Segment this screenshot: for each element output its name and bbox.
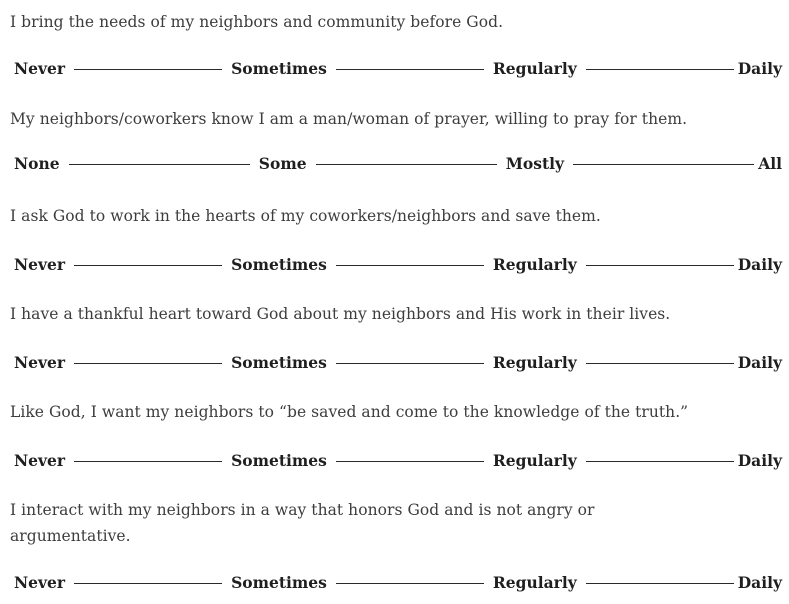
scale-2-option-1[interactable]: None bbox=[14, 153, 60, 173]
scale-2-divider-1 bbox=[69, 164, 250, 165]
scale-2-divider-3 bbox=[573, 164, 754, 165]
scale-6 bbox=[14, 570, 782, 594]
scale-3-option-1[interactable]: Never bbox=[14, 254, 66, 274]
scale-4-option-3[interactable]: Regularly bbox=[492, 352, 577, 372]
statement-3: I ask God to work in the hearts of my coworkers/neighbors and save them. bbox=[10, 207, 601, 225]
scale-3 bbox=[14, 252, 782, 276]
scale-2-option-3[interactable]: Mostly bbox=[505, 153, 565, 173]
scale-1-divider-2 bbox=[336, 69, 484, 70]
scale-4-divider-2 bbox=[336, 363, 484, 364]
statement-2: My neighbors/coworkers know I am a man/woman of prayer, willing to pray for them. bbox=[10, 110, 688, 128]
scale-5-option-4[interactable]: Daily bbox=[737, 450, 782, 470]
scale-1 bbox=[14, 56, 782, 80]
scale-4-option-2[interactable]: Sometimes bbox=[231, 352, 327, 372]
scale-1-divider-3 bbox=[586, 69, 734, 70]
scale-3-divider-1 bbox=[74, 265, 222, 266]
scale-4-divider-1 bbox=[74, 363, 222, 364]
scale-5-option-3[interactable]: Regularly bbox=[492, 450, 577, 470]
scale-1-option-4[interactable]: Daily bbox=[737, 58, 782, 78]
scale-3-option-3[interactable]: Regularly bbox=[492, 254, 577, 274]
scale-6-option-4[interactable]: Daily bbox=[737, 572, 782, 592]
statement-4: I have a thankful heart toward God about my neighbors and His work in their lives. bbox=[10, 305, 671, 323]
scale-2-option-4[interactable]: All bbox=[758, 153, 782, 173]
scale-6-option-3[interactable]: Regularly bbox=[492, 572, 577, 592]
scale-5-option-2[interactable]: Sometimes bbox=[231, 450, 327, 470]
scale-2 bbox=[14, 151, 782, 175]
scale-6-divider-2 bbox=[336, 583, 484, 584]
scale-2-divider-2 bbox=[316, 164, 497, 165]
scale-6-option-2[interactable]: Sometimes bbox=[231, 572, 327, 592]
scale-3-divider-2 bbox=[336, 265, 484, 266]
scale-4 bbox=[14, 350, 782, 374]
scale-3-option-4[interactable]: Daily bbox=[737, 254, 782, 274]
scale-4-option-4[interactable]: Daily bbox=[737, 352, 782, 372]
scale-1-option-2[interactable]: Sometimes bbox=[231, 58, 327, 78]
scale-6-divider-1 bbox=[74, 583, 222, 584]
statement-5: Like God, I want my neighbors to “be saved and come to the knowledge of the truth.” bbox=[10, 403, 689, 421]
scale-5-option-1[interactable]: Never bbox=[14, 450, 66, 470]
scale-5-divider-1 bbox=[74, 461, 222, 462]
scale-6-divider-3 bbox=[586, 583, 734, 584]
scale-4-divider-3 bbox=[586, 363, 734, 364]
scale-1-option-1[interactable]: Never bbox=[14, 58, 66, 78]
scale-5-divider-2 bbox=[336, 461, 484, 462]
scale-5 bbox=[14, 448, 782, 472]
scale-1-option-3[interactable]: Regularly bbox=[492, 58, 577, 78]
scale-1-divider-1 bbox=[74, 69, 222, 70]
scale-5-divider-3 bbox=[586, 461, 734, 462]
scale-2-option-2[interactable]: Some bbox=[258, 153, 307, 173]
scale-6-option-1[interactable]: Never bbox=[14, 572, 66, 592]
scale-3-option-2[interactable]: Sometimes bbox=[231, 254, 327, 274]
statement-6: I interact with my neighbors in a way that honors God and is not angry or argumentative. bbox=[10, 501, 595, 545]
statement-1: I bring the needs of my neighbors and community before God. bbox=[10, 13, 504, 31]
scale-3-divider-3 bbox=[586, 265, 734, 266]
scale-4-option-1[interactable]: Never bbox=[14, 352, 66, 372]
